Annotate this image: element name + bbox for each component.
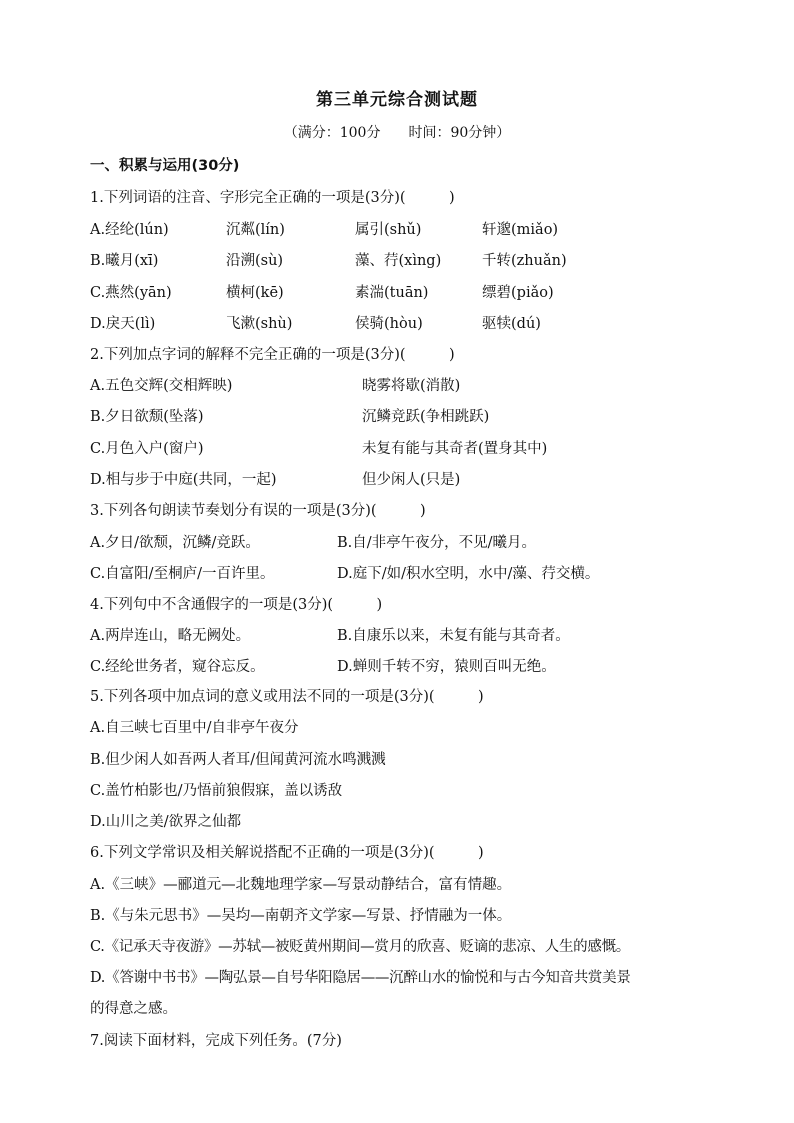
- option-cell: 晓雾将歇(消散): [362, 378, 461, 394]
- option-cell: D.庭下/如/积水空明，水中/藻、荇交横。: [337, 566, 600, 582]
- option-cell: C.经纶世务者，窥谷忘反。: [90, 659, 265, 675]
- question-7-stem: 7.阅读下面材料，完成下列任务。(7分): [90, 1033, 342, 1049]
- option-cell: 轩邈(miǎo): [482, 222, 559, 238]
- question-5-option: C.盖竹柏影也/乃悟前狼假寐，盖以诱敌: [90, 783, 343, 799]
- question-2-stem: 2.下列加点字词的解释不完全正确的一项是(3分)( ): [90, 347, 455, 363]
- option-cell: 驱犊(dú): [482, 316, 541, 332]
- option-cell: B.曦月(xī): [90, 253, 159, 269]
- option-cell: B.夕日欲颓(坠落): [90, 409, 204, 425]
- option-cell: 沉鳞竞跃(争相跳跃): [362, 409, 490, 425]
- question-5-option: B.但少闲人如吾两人者耳/但闻黄河流水鸣溅溅: [90, 752, 386, 768]
- option-cell: 但少闲人(只是): [362, 472, 461, 488]
- question-5-option: A.自三峡七百里中/自非亭午夜分: [90, 720, 299, 736]
- question-6-option: D.《答谢中书书》—陶弘景—自号华阳隐居——沉醉山水的愉悦和与古今知音共赏美景: [90, 970, 631, 986]
- option-cell: 属引(shǔ): [355, 222, 422, 238]
- option-cell: A.五色交辉(交相辉映): [90, 378, 233, 394]
- option-cell: 千转(zhuǎn): [482, 253, 567, 269]
- option-cell: D.相与步于中庭(共同，一起): [90, 472, 277, 488]
- exam-time: 时间：90分钟）: [408, 125, 511, 141]
- option-cell: 缥碧(piǎo): [482, 285, 554, 301]
- option-cell: C.自富阳/至桐庐/一百许里。: [90, 566, 275, 582]
- question-6-option: C.《记承天寺夜游》—苏轼—被贬黄州期间—赏月的欣喜、贬谪的悲凉、人生的感慨。: [90, 939, 630, 955]
- option-cell: 沿溯(sù): [226, 253, 284, 269]
- option-cell: 飞漱(shù): [226, 316, 293, 332]
- question-3-stem: 3.下列各句朗读节奏划分有误的一项是(3分)( ): [90, 503, 426, 519]
- section-heading: 一、积累与运用(30分): [90, 158, 240, 174]
- full-score: （满分：100分: [283, 125, 381, 141]
- page-title: 第三单元综合测试题: [316, 90, 478, 110]
- option-cell: A.夕日/欲颓，沉鳞/竞跃。: [90, 535, 260, 551]
- question-5-option: D.山川之美/欲界之仙都: [90, 814, 242, 830]
- option-cell: D.蝉则千转不穷，猿则百叫无绝。: [337, 659, 556, 675]
- option-cell: 沉粼(lín): [226, 222, 285, 238]
- option-cell: B.自康乐以来，未复有能与其奇者。: [337, 628, 570, 644]
- question-6-option: A.《三峡》—郦道元—北魏地理学家—写景动静结合，富有情趣。: [90, 877, 512, 893]
- option-cell: A.两岸连山，略无阙处。: [90, 628, 251, 644]
- question-6-stem: 6.下列文学常识及相关解说搭配不正确的一项是(3分)( ): [90, 845, 484, 861]
- option-cell: 侯骑(hòu): [355, 316, 423, 332]
- question-5-stem: 5.下列各项中加点词的意义或用法不同的一项是(3分)( ): [90, 689, 484, 705]
- question-4-stem: 4.下列句中不含通假字的一项是(3分)( ): [90, 597, 383, 613]
- question-6-option: B.《与朱元思书》—吴均—南朝齐文学家—写景、抒情融为一体。: [90, 908, 512, 924]
- question-1-stem: 1.下列词语的注音、字形完全正确的一项是(3分)( ): [90, 190, 455, 206]
- option-cell: C.燕然(yān): [90, 285, 172, 301]
- option-cell: 素湍(tuān): [355, 285, 429, 301]
- option-cell: 藻、荇(xìng): [355, 253, 442, 269]
- option-cell: B.自/非亭午夜分，不见/曦月。: [337, 535, 537, 551]
- option-cell: 横柯(kē): [226, 285, 284, 301]
- exam-info: [0, 122, 794, 142]
- question-6-option-continued: 的得意之感。: [90, 1001, 177, 1017]
- option-cell: D.戾天(lì): [90, 316, 156, 332]
- option-cell: A.经纶(lún): [90, 222, 169, 238]
- option-cell: 未复有能与其奇者(置身其中): [362, 441, 548, 457]
- option-cell: C.月色入户(窗户): [90, 441, 204, 457]
